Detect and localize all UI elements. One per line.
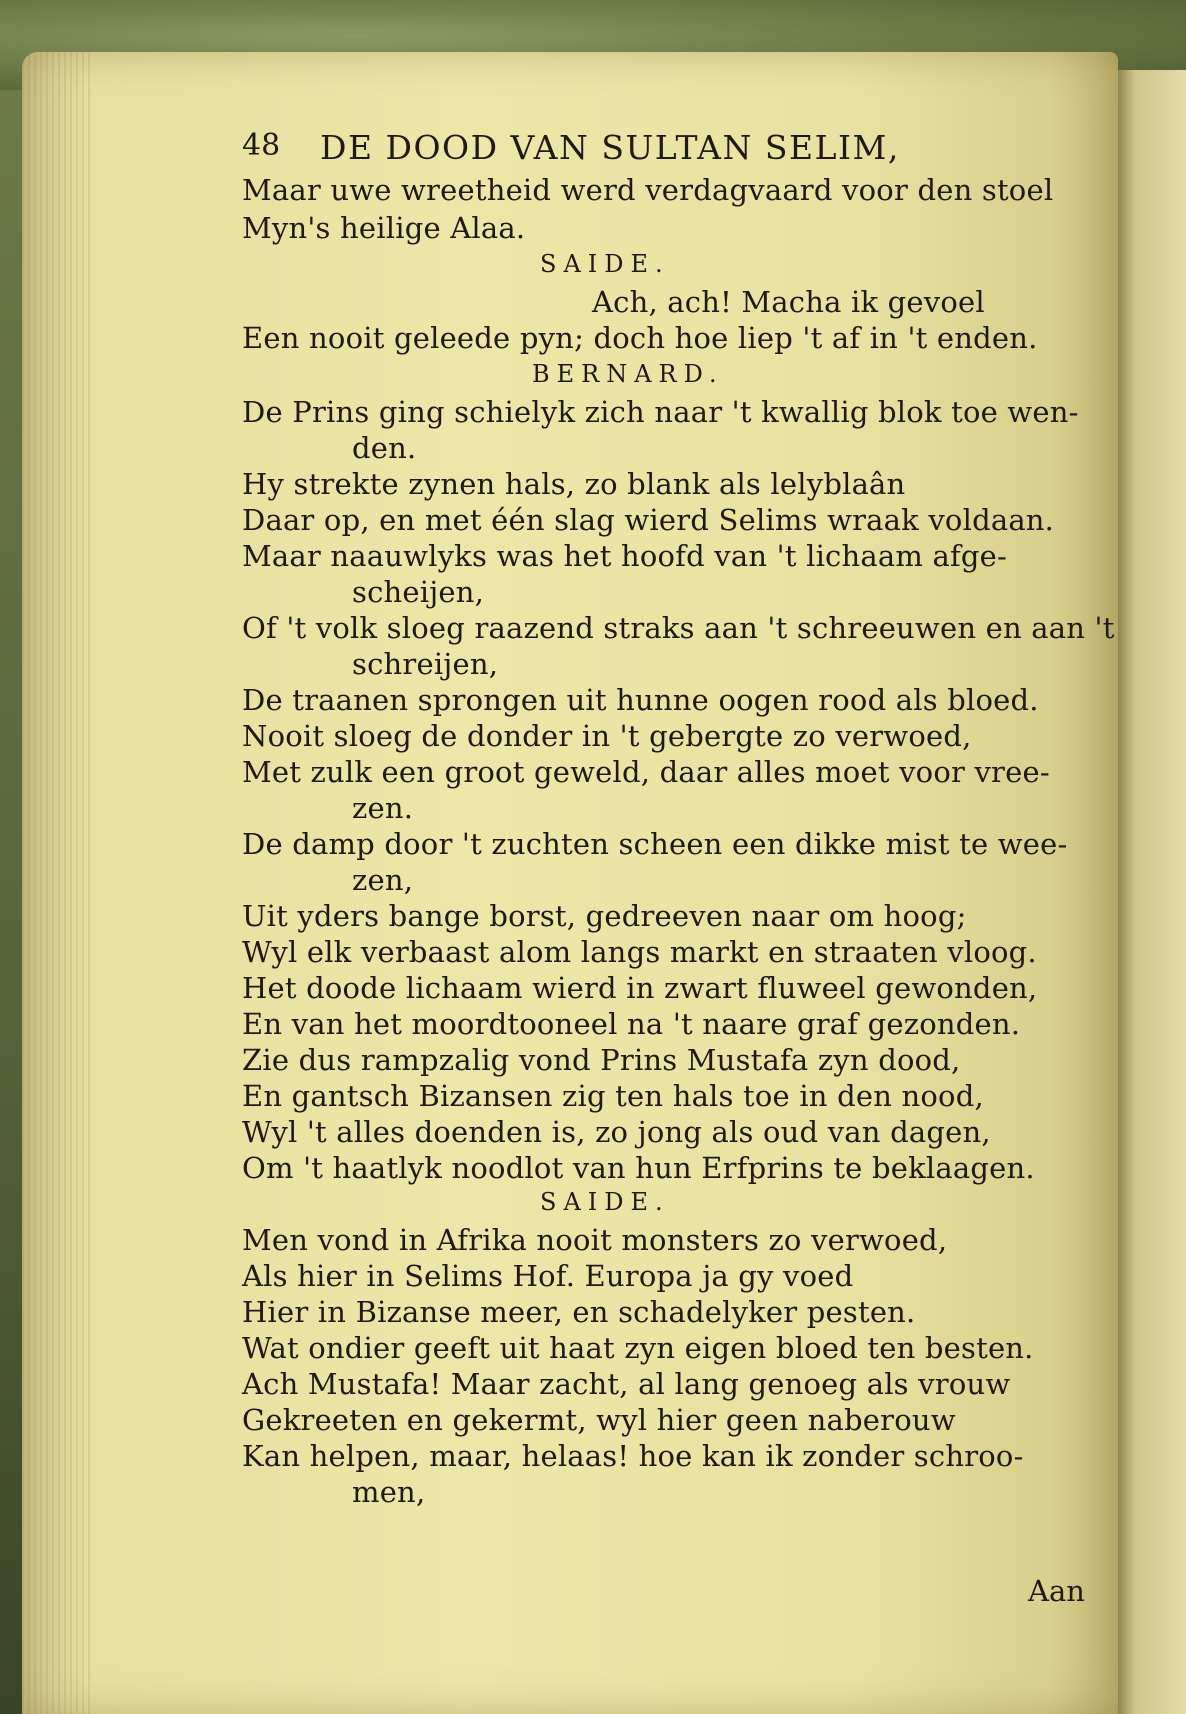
verse-line: Kan helpen, maar, helaas! hoe kan ik zonder schroo- <box>242 1439 1024 1473</box>
speaker-name: SAIDE. <box>540 1188 670 1216</box>
verse-line: Of 't volk sloeg raazend straks aan 't schreeuwen en aan 't <box>242 611 1115 645</box>
verse-line: Uit yders bange borst, gedreeven naar om hoog; <box>242 899 967 933</box>
verse-line: De traanen sprongen uit hunne oogen rood als bloed. <box>242 683 1039 717</box>
verse-line: En van het moordtooneel na 't naare graf gezonden. <box>242 1007 1021 1041</box>
speaker-name: SAIDE. <box>540 250 670 278</box>
verse-line: Het doode lichaam wierd in zwart fluweel gewonden, <box>242 971 1038 1005</box>
verse-line: En gantsch Bizansen zig ten hals toe in den nood, <box>242 1079 984 1113</box>
verse-line: Ach, ach! Macha ik gevoel <box>592 285 985 319</box>
verse-line: Zie dus rampzalig vond Prins Mustafa zyn dood, <box>242 1043 961 1077</box>
verse-line: Wyl 't alles doenden is, zo jong als oud van dagen, <box>242 1115 991 1149</box>
verse-line: Maar uwe wreetheid werd verdagvaard voor den stoel <box>242 173 1054 207</box>
verse-line: Hy strekte zynen hals, zo blank als lelyblaân <box>242 467 906 501</box>
verse-line: Ach Mustafa! Maar zacht, al lang genoeg als vrouw <box>242 1367 1011 1401</box>
verse-line: den. <box>352 431 417 465</box>
facing-page-edge <box>1118 70 1186 1714</box>
verse-line: men, <box>352 1475 426 1509</box>
verse-line: Wyl elk verbaast alom langs markt en straaten vloog. <box>242 935 1037 969</box>
verse-line: zen, <box>352 863 414 897</box>
verse-line: Men vond in Afrika nooit monsters zo verwoed, <box>242 1223 948 1257</box>
verse-line: Een nooit geleede pyn; doch hoe liep 't af in 't enden. <box>242 321 1038 355</box>
verse-line: Om 't haatlyk noodlot van hun Erfprins te beklaagen. <box>242 1151 1035 1185</box>
verse-line: zen. <box>352 791 414 825</box>
catchword: Aan <box>1028 1574 1085 1608</box>
verse-line: Maar naauwlyks was het hoofd van 't lichaam afge- <box>242 539 1008 573</box>
verse-line: De Prins ging schielyk zich naar 't kwallig blok toe wen- <box>242 395 1079 429</box>
verse-line: Hier in Bizanse meer, en schadelyker pesten. <box>242 1295 916 1329</box>
verse-line: Als hier in Selims Hof. Europa ja gy voed <box>242 1259 854 1293</box>
page-edge <box>22 52 92 1714</box>
verse-line: Nooit sloeg de donder in 't gebergte zo verwoed, <box>242 719 972 753</box>
verse-line: schreijen, <box>352 647 499 681</box>
verse-line: Myn's heilige Alaa. <box>242 211 526 245</box>
verse-line: Gekreeten en gekermt, wyl hier geen naberouw <box>242 1403 956 1437</box>
page-number: 48 <box>242 128 281 163</box>
running-title: DE DOOD VAN SULTAN SELIM, <box>320 128 900 167</box>
verse-line: Daar op, en met één slag wierd Selims wraak voldaan. <box>242 503 1055 537</box>
speaker-name: BERNARD. <box>532 360 724 388</box>
verse-line: Met zulk een groot geweld, daar alles moet voor vree- <box>242 755 1050 789</box>
verse-line: De damp door 't zuchten scheen een dikke mist te wee- <box>242 827 1068 861</box>
verse-line: Wat ondier geeft uit haat zyn eigen bloed ten besten. <box>242 1331 1034 1365</box>
verse-line: scheijen, <box>352 575 485 609</box>
